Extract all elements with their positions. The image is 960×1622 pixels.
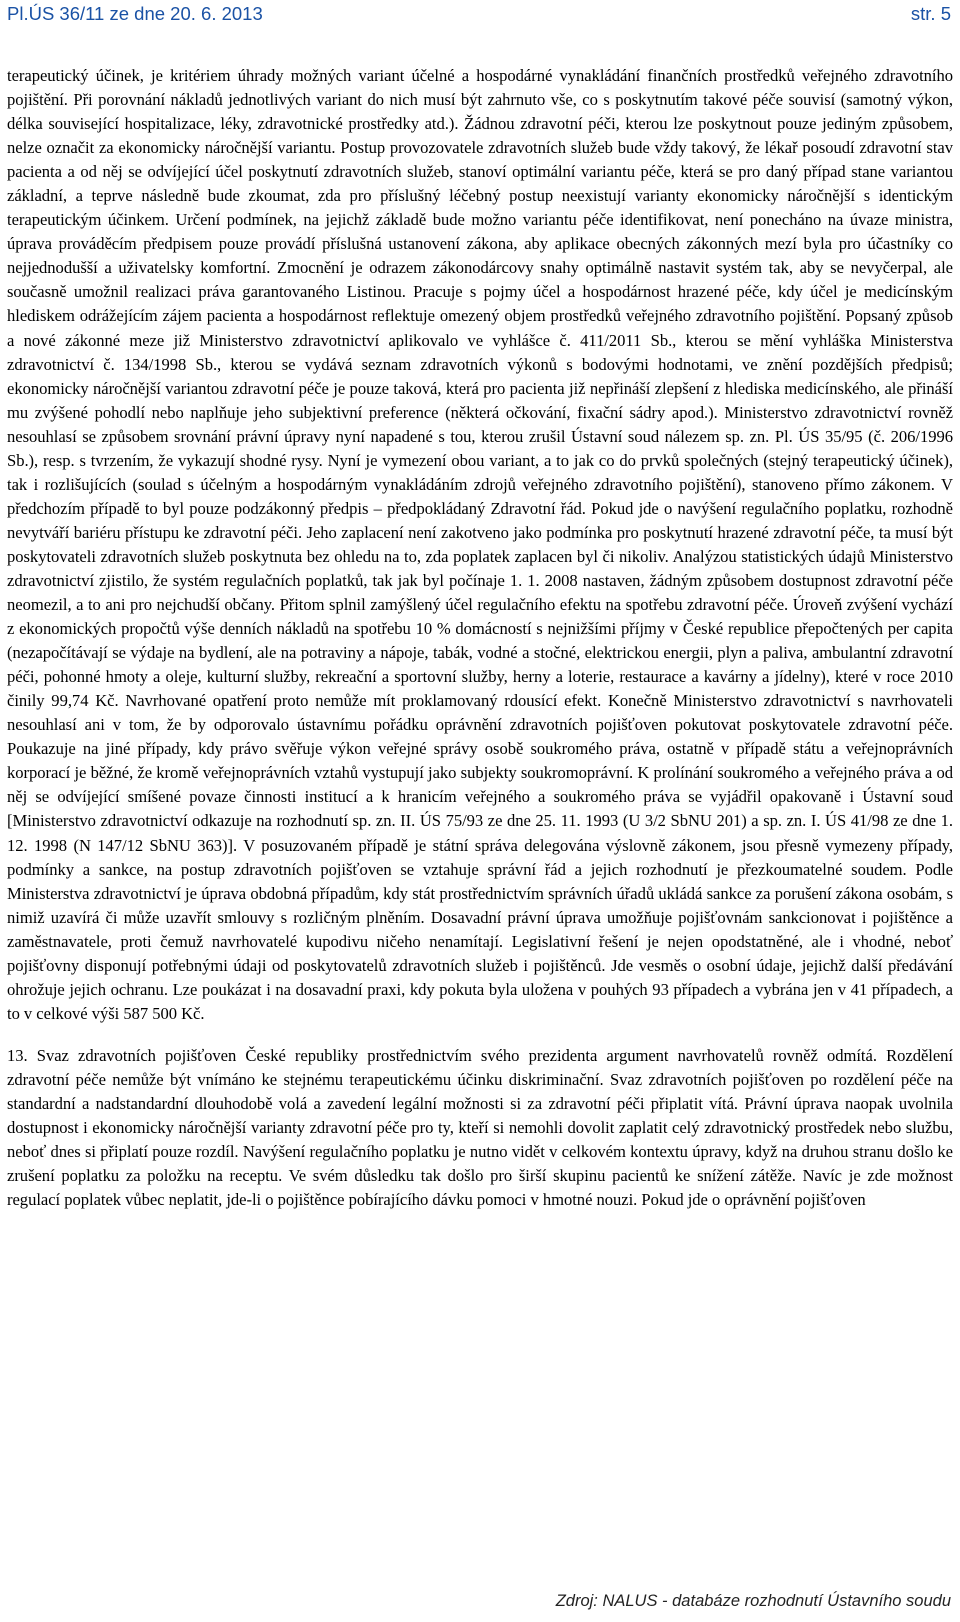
page-number: str. 5	[910, 3, 951, 24]
source-footer: Zdroj: NALUS - databáze rozhodnutí Ústavního soudu	[555, 1592, 951, 1610]
body-text	[7, 64, 953, 1212]
paragraph-13: 13. Svaz zdravotních pojišťoven České republiky prostřednictvím svého prezidenta argument navrhovatelů rovněž odmítá. Rozdělení zdravotní péče nemůže být vnímáno ke stejnému terapeutickému účinku diskriminační. Svaz zdravotních pojišťoven po rozdělení péče na standardní a nadstandardní dlouhodobě volá a zavedení legální možnosti si za zdravotní péči připlatit vítá. Právní úprava naopak uvolnila dostupnost i ekonomicky náročnější varianty zdravotní péče pro ty, kteří si nemohli dovolit zaplatit celý zdravotnický prostředek nebo službu, neboť dnes si připlatí pouze rozdíl. Navýšení regulačního poplatku je nutno vidět v celkovém kontextu úpravy, když na druhou stranu došlo ke zrušení poplatku za položku na receptu. Ve svém důsledku tak došlo pro širší skupinu pacientů ke snížení zátěže. Navíc je zde možnost regulací poplatek vůbec neplatit, jde-li o pojištěnce pobírajícího dávku pomoci v hmotné nouzi. Pokud jde o oprávnění pojišťoven	[7, 1045, 953, 1210]
paragraph-continuation: terapeutický účinek, je kritériem úhrady možných variant účelné a hospodárné vynakládání finančních prostředků veřejného zdravotního pojištění. Při porovnání nákladů jednotlivých variant do nich musí být zahrnuto vše, co s poskytnutím takové péče souvisí (samotný výkon, délka související hospitalizace, léky, zdravotnické prostředky atd.). Žádnou zdravotní péči, kterou lze poskytnout pouze jediným způsobem, nelze označit za ekonomicky náročnější variantu. Postup provozovatele zdravotních služeb bude vždy takový, že lékař posoudí zdravotní stav pacienta a od něj se odvíjející účel poskytnutí zdravotních služeb, stanoví optimální variantu péče, která se pro daný případ stane variantou základní, a teprve následně bude zkoumat, zda pro příslušný léčebný postup neexistují varianty ekonomicky náročnější s identickým terapeutickým účinkem. Určení podmínek, na jejichž základě bude možno variantu péče identifikovat, není ponecháno na úvaze ministra, úprava prováděcím předpisem pouze provádí příslušná ustanovení zákona, aby aplikace obecných zákonných mezí byla pro účastníky co nejjednodušší a uživatelsky komfortní. Zmocnění je odrazem zákonodárcovy snahy optimálně nastavit systém tak, aby se nevyčerpal, ale současně umožnil realizaci práva garantovaného Listinou. Pracuje s pojmy účel a hospodárnost hrazené péče, kdy účel je medicínským hlediskem odrážejícím zájem pacienta a hospodárnost reflektuje omezený objem prostředků veřejného zdravotního pojištění. Popsaný způsob a nové zákonné meze již Ministerstvo zdravotnictví aplikovalo ve vyhlášce č. 411/2011 Sb., kterou se mění vyhláška Ministerstva zdravotnictví č. 134/1998 Sb., kterou se vydává seznam zdravotních výkonů s bodovými hodnotami, ve znění pozdějších předpisů; ekonomicky náročnější variantou zdravotní péče je pouze taková, která pro pacienta již nepřináší zlepšení z hlediska medicínského, ale přináší mu zvýšené pohodlí nebo naplňuje jeho subjektivní preference (některá očkování, fixační sádry apod.). Ministerstvo zdravotnictví rovněž nesouhlasí se způsobem srovnání právní úpravy nyní napadené s tou, kterou zrušil Ústavní soud nálezem sp. zn. Pl. ÚS 35/95 (č. 206/1996 Sb.), resp. s tvrzením, že vykazují shodné rysy. Nyní je vymezení obou variant, a to jak co do prvků společných (stejný terapeutický účinek), tak i rozlišujících (soulad s účelným a hospodárným vynakládáním zdrojů veřejného zdravotního pojištění), stanoveno přímo zákonem. V předchozím případě to byl pouze podzákonný předpis – předpokládaný Zdravotní řád. Pokud jde o navýšení regulačního poplatku, rozhodně nevytváří bariéru přístupu ke zdravotní péči. Jeho zaplacení není zakotveno jako podmínka pro poskytnutí hrazené zdravotní péče, ta musí být poskytovateli zdravotních služeb poskytnuta bez ohledu na to, zda poplatek zaplacen byl či nikoliv. Analýzou statistických údajů Ministerstvo zdravotnictví zjistilo, že systém regulačních poplatků, tak jak byl počínaje 1. 1. 2008 nastaven, žádným způsobem dostupnost zdravotní péče neomezil, a to ani pro nejchudší občany. Přitom splnil zamýšlený účel regulačního efektu na spotřebu zdravotní péče. Úroveň zvýšení vychází z ekonomických propočtů výše denních nákladů na spotřebu 10 % domácností s nejnižšími příjmy v České republice přepočtených per capita (nezapočítávají se výdaje na bydlení, ale na potraviny a nápoje, tabák, vodné a stočné, elektrickou energii, plyn a paliva, ambulantní zdravotní péči, pohonné hmoty a oleje, kulturní služby, rekreační a sportovní služby, herny a loterie, restaurace a kavárny a jídelny), které v roce 2010 činily 99,74 Kč. Navrhované opatření proto nemůže mít proklamovaný rdousící efekt. Konečně Ministerstvo zdravotnictví s navrhovateli nesouhlasí ani v tom, že by odporovalo ústavnímu pořádku oprávnění zdravotních pojišťoven pokutovat poskytovatele zdravotní péče. Poukazuje na jiné případy, kdy právo svěřuje výkon veřejné správy osobě soukromého práva, ostatně v případě státu a veřejnoprávních korporací je běžné, že kromě veřejnoprávních vztahů vystupují jako subjekty soukromoprávní. K prolínání soukromého a veřejného práva a od něj se odvíjející smíšené povaze činnosti institucí a k hranicím veřejného a soukromého práva se vyjádřil opakovaně i Ústavní soud [Ministerstvo zdravotnictví odkazuje na rozhodnutí sp. zn. II. ÚS 75/93 ze dne 25. 11. 1993 (U 3/2 SbNU 201) a sp. zn. I. ÚS 41/98 ze dne 1. 12. 1998 (N 147/12 SbNU 363)]. V posuzovaném případě je státní správa delegována výslovně zákonem, jsou přesně vymezeny případy, podmínky a sankce, na postup zdravotních pojišťoven se vztahuje správní řád a jejich rozhodnutí je přezkoumatelné soudem. Podle Ministerstva zdravotnictví je úprava obdobná případům, kdy stát prostřednictvím správních úřadů ukládá sankce za porušení zákona osobám, s nimiž uzavírá či může uzavřít smlouvy s rozličným plněním. Dosavadní právní úprava umožňuje pojišťovnám sankcionovat i pojištěnce a zaměstnavatele, proti čemuž navrhovatelé kupodivu ničeho nenamítají. Legislativní řešení je nejen opodstatněné, ale i vhodné, neboť pojišťovny disponují potřebnými údaji od poskytovatelů zdravotních služeb i pojištěnců. Jde vesměs o osobní údaje, jejichž další předávání ohrožuje jejich ochranu. Lze poukázat i na dosavadní praxi, kdy pokuta byla uložena v pouhých 93 případech a vybrána jen v 41 případech, a to v celkové výši 587 500 Kč.	[7, 66, 953, 1023]
case-reference: Pl.ÚS 36/11 ze dne 20. 6. 2013	[7, 3, 263, 24]
page-header	[7, 3, 951, 27]
